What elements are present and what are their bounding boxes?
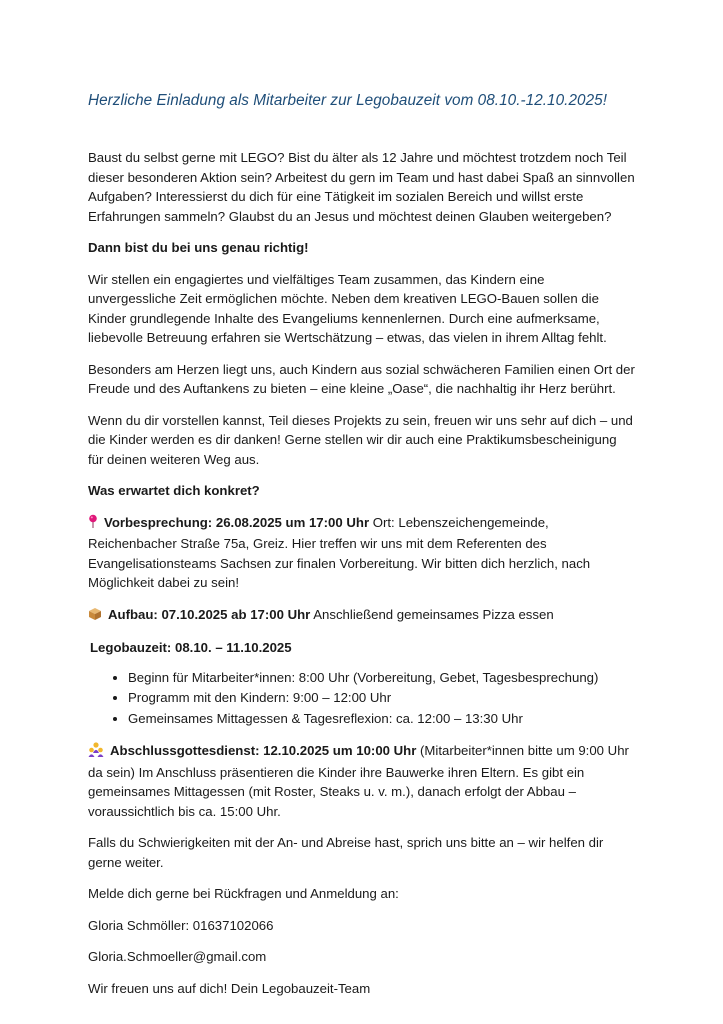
heart-paragraph: Besonders am Herzen liegt uns, auch Kindern aus sozial schwächeren Familien einen Ort der Freude und des Auftankens zu bieten – eine kleine „Oase“, die nachhaltig ihr Herz berührt. xyxy=(88,361,635,396)
abschluss-label: Abschlussgottesdienst: 12.10.2025 um 10:00 Uhr xyxy=(110,743,417,758)
vorbesprechung-label: Vorbesprechung: 26.08.2025 um 17:00 Uhr xyxy=(104,514,370,530)
intro-paragraph: Baust du selbst gerne mit LEGO? Bist du älter als 12 Jahre und möchtest trotzdem noch Teil dieser besonderen Aktion sein? Arbeitest du gern im Team und hast dabei Spaß an sinnvollen Aufgaben? Interessierst du dich für eine Tätigkeit im sozialen Bereich und willst erste Erfahrungen sammeln? Glaubst du an Jesus und möchtest deinen Glauben weitergeben? xyxy=(88,150,635,224)
list-item: • Gemeinsames Mittagessen & Tagesreflexion: ca. 12:00 – 13:30 Uhr xyxy=(128,709,635,730)
headline-right: Dann bist du bei uns genau richtig! xyxy=(88,240,309,255)
headline-expect: Was erwartet dich konkret? xyxy=(88,483,260,498)
closing-paragraph: Wir freuen uns auf dich! Dein Legobauzeit-Team xyxy=(88,980,371,996)
contact-email: Gloria.Schmoeller@gmail.com xyxy=(88,949,267,964)
contact-paragraph: Melde dich gerne bei Rückfragen und Anmeldung an: xyxy=(88,886,399,901)
pin-icon xyxy=(88,514,98,535)
people-icon xyxy=(88,742,104,763)
vorbesprechung-paragraph xyxy=(88,513,635,593)
aufbau-text: Anschließend gemeinsames Pizza essen xyxy=(310,606,554,622)
list-item: • Programm mit den Kindern: 9:00 – 12:00 Uhr xyxy=(128,688,635,709)
aufbau-paragraph xyxy=(88,605,635,627)
schedule-list xyxy=(88,668,635,730)
team-paragraph: Wir stellen ein engagiertes und vielfältiges Team zusammen, das Kindern eine unvergessliche Zeit ermöglichen möchte. Neben dem kreativen LEGO-Bauen sollen die Kinder grundlegende Inhalte des Evangeliums kennenlernen. Durch eine aufmerksame, liebevolle Betreuung erfahren sie Wertschätzung – etwas, das vielen in ihrem Alltag fehlt. xyxy=(88,271,607,345)
abschluss-paragraph xyxy=(88,741,635,821)
contact-phone: Gloria Schmöller: 01637102066 xyxy=(88,917,274,933)
abschluss-text: (Mitarbeiter*innen bitte um 9:00 Uhr da sein) Im Anschluss präsentieren die Kinder ihre Bauwerke ihren Eltern. Es gibt ein gemeinsames Mittagessen (mit Roster, Steaks u. v. m.), danach erfolgt der Abbau – voraussichtlich bis ca. 15:00 Uhr. xyxy=(88,743,629,819)
box-icon xyxy=(88,607,102,627)
vorbesprechung-text: Ort: Lebenszeichengemeinde, Reichenbacher Straße 75a, Greiz. Hier treffen wir uns mit dem Referenten des Evangelisationsteams Sachsen zur finalen Vorbereitung. Wir bitten dich herzlich, nach Möglichkeit dabei zu sein! xyxy=(88,514,591,590)
list-item: • Beginn für Mitarbeiter*innen: 8:00 Uhr (Vorbereitung, Gebet, Tagesbesprechung) xyxy=(128,668,635,689)
aufbau-label: Aufbau: 07.10.2025 ab 17:00 Uhr xyxy=(108,606,311,622)
travel-paragraph: Falls du Schwierigkeiten mit der An- und Abreise hast, sprich uns bitte an – wir helfen dir gerne weiter. xyxy=(88,835,604,870)
legobauzeit-label: Legobauzeit: 08.10. – 11.10.2025 xyxy=(90,640,292,655)
project-paragraph: Wenn du dir vorstellen kannst, Teil dieses Projekts zu sein, freuen wir uns sehr auf dich – und die Kinder werden es dir danken! Gerne stellen wir dir auch eine Praktikumsbescheinigung für deinen weiteren Weg aus. xyxy=(88,412,633,467)
page-title: Herzliche Einladung als Mitarbeiter zur Legobauzeit vom 08.10.-12.10.2025! xyxy=(88,92,607,109)
